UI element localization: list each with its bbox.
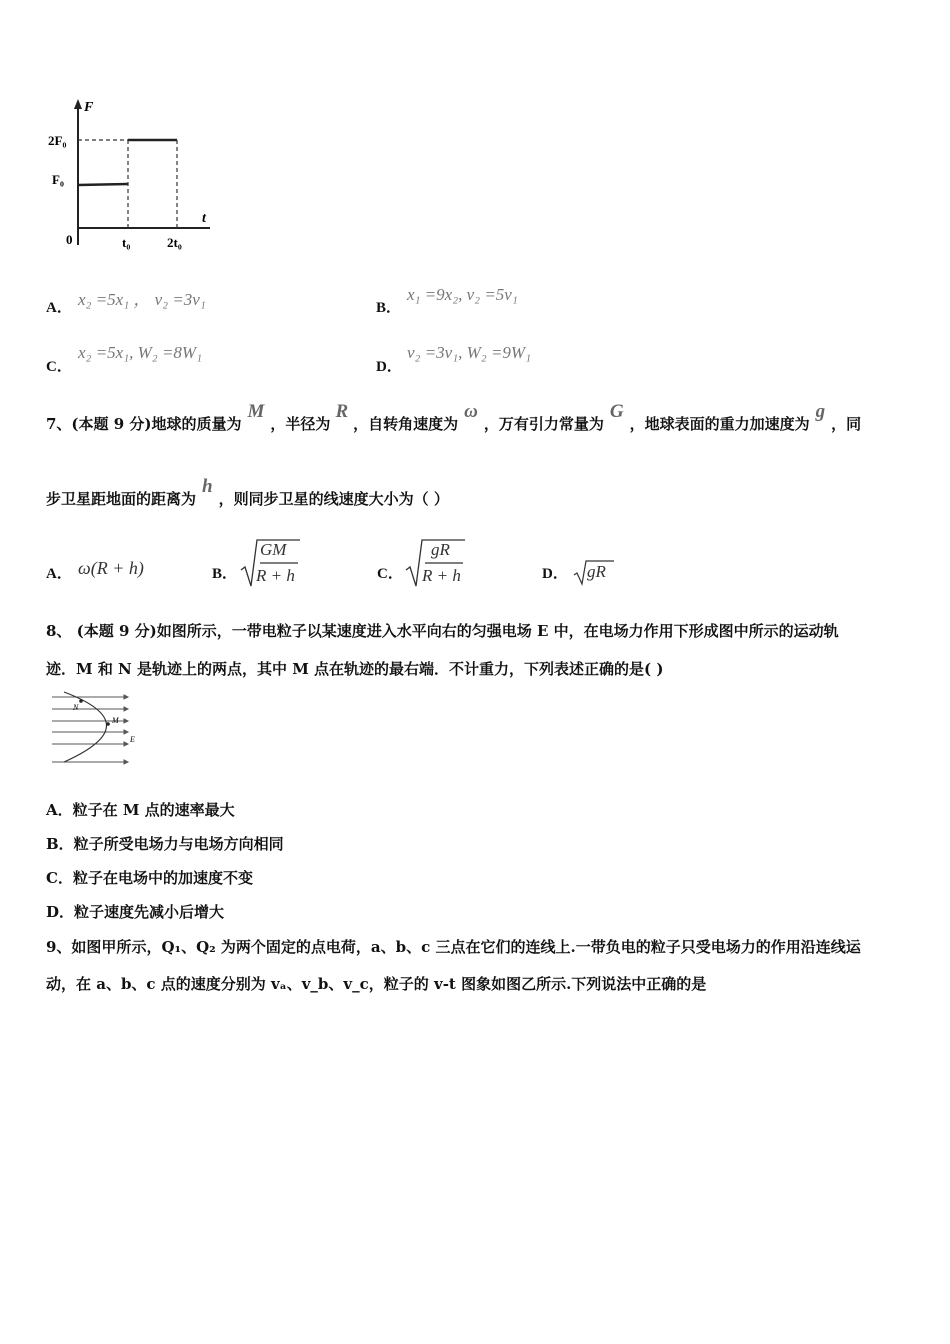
label-m: M	[112, 716, 119, 725]
q7-option-d-label: D．	[542, 566, 568, 582]
q7-line2: 步卫星距地面的距离为h，则同步卫星的线速度大小为（ ）	[46, 476, 449, 508]
tick-2f0: 2F₀	[48, 133, 67, 148]
trajectory-curve	[64, 692, 107, 762]
q8-option-c: C．粒子在电场中的加速度不变	[46, 869, 253, 887]
q9-line2: 动，在 a、b、c 点的速度分别为 vₐ、v_b、v_c，粒子的 v-t 图象如图乙所示.下列说法中正确的是	[46, 975, 707, 993]
q7-option-a-formula: ω(R + h)	[78, 558, 144, 578]
q7-option-d-formula: gR	[587, 562, 606, 581]
tick-2t0: 2t₀	[167, 235, 182, 250]
q7-option-b-den: R + h	[256, 566, 295, 585]
q7-option-c-den: R + h	[422, 566, 461, 585]
electric-field-diagram	[44, 690, 144, 770]
q6-option-d: D．	[376, 359, 402, 375]
x-axis-label: t	[202, 211, 206, 226]
point-n	[79, 699, 83, 703]
point-m	[106, 722, 110, 726]
q6-option-a-formula: x₂ =5x₁ ， v₂ =3v₁	[78, 290, 206, 309]
q6-option-b: B．	[376, 300, 402, 316]
y-axis-label: F	[84, 100, 94, 115]
q8-option-a: A．粒子在 M 点的速率最大	[46, 801, 235, 819]
q7-symbol-g-const: G	[609, 401, 624, 422]
q7-option-b-num: GM	[260, 540, 287, 559]
y-axis-arrow	[74, 99, 82, 109]
q7-option-a-label: A．	[46, 566, 72, 582]
q7-option-c-label: C．	[377, 566, 403, 582]
force-time-graph	[40, 95, 230, 260]
origin-label: 0	[66, 232, 73, 247]
q7-symbol-omega: ω	[464, 401, 478, 422]
tick-f0: F₀	[52, 172, 64, 187]
step-low	[78, 184, 128, 185]
label-n: N	[73, 703, 79, 712]
q7-symbol-g: g	[815, 401, 826, 422]
q8-line1: 8、 (本题 9 分)如图所示，一带电粒子以某速度进入水平向右的匀强电场 E 中，在电场力作用下形成图中所示的运动轨	[46, 622, 839, 640]
q7-line1: 7、(本题 9 分)地球的质量为M，半径为R，自转角速度为ω，万有引力常量为G，地球表面的重力加速度为g，同	[46, 401, 862, 433]
q9-line1: 9、如图甲所示，Q₁、Q₂ 为两个固定的点电荷，a、b、c 三点在它们的连线上.一带负电的粒子只受电场力的作用沿连线运	[46, 938, 861, 956]
label-e: E	[130, 735, 135, 744]
q8-line2: 迹．M 和 N 是轨迹上的两点，其中 M 点在轨迹的最右端．不计重力，下列表述正确的是( )	[46, 660, 664, 678]
q6-option-b-formula: x₁ =9x₂, v₂ =5v₁	[407, 285, 518, 304]
q6-option-c: C．	[46, 359, 72, 375]
q7-symbol-r: R	[335, 401, 349, 422]
q6-option-a: A．	[46, 300, 72, 316]
q7-option-b-label: B．	[212, 566, 238, 582]
q6-option-c-formula: x₂ =5x₁, W₂ =8W₁	[78, 343, 202, 362]
q7-symbol-h: h	[202, 476, 213, 497]
q8-option-b: B．粒子所受电场力与电场方向相同	[46, 835, 284, 853]
tick-t0: t₀	[122, 235, 131, 250]
q8-option-d: D．粒子速度先减小后增大	[46, 903, 225, 921]
q7-symbol-m: M	[247, 401, 265, 422]
q6-option-d-formula: v₂ =3v₁, W₂ =9W₁	[407, 343, 531, 362]
q7-option-c-num: gR	[431, 540, 450, 559]
